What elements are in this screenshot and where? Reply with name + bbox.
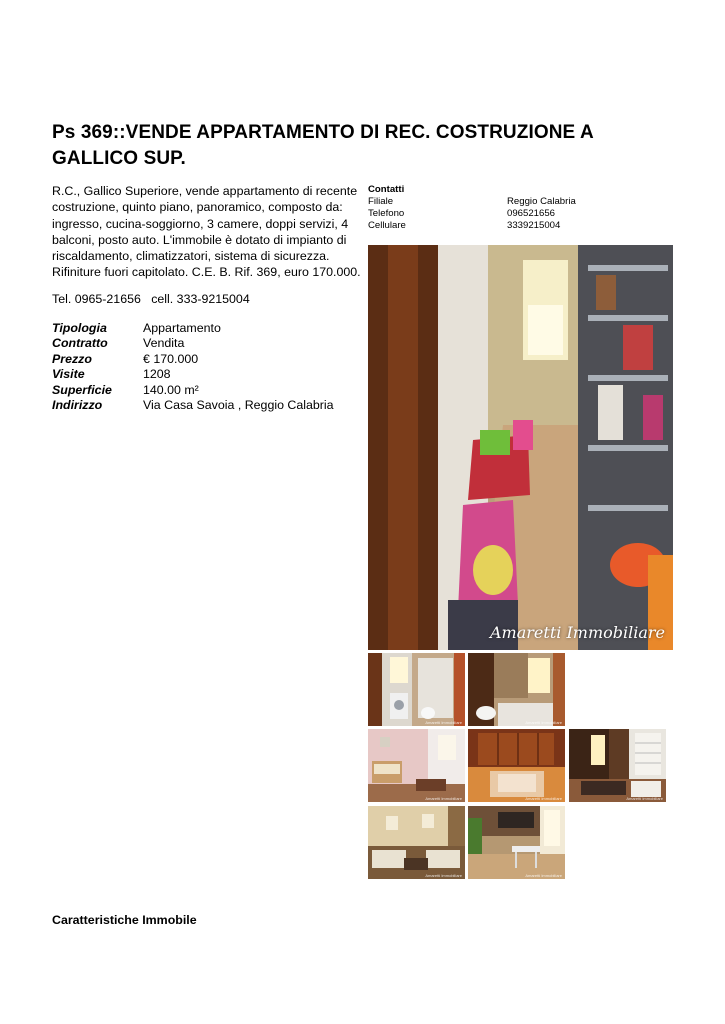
details-table [52, 321, 334, 413]
contact-row-telefono [368, 208, 668, 220]
listing-phones: Tel. 0965-21656 cell. 333-9215004 [52, 292, 250, 306]
contact-row-cellulare [368, 220, 668, 232]
contact-label: Telefono [368, 208, 405, 219]
thumbnail-bedroom[interactable] [368, 729, 465, 802]
master-bedroom-photo-image [468, 729, 565, 802]
thumbnail-watermark: Amaretti Immobiliare [425, 873, 462, 878]
thumbnail-bathroom-1[interactable] [368, 653, 465, 726]
listing-title-line1: Ps 369::VENDE APPARTAMENTO DI REC. COSTRUZIONE A [52, 122, 594, 143]
thumbnail-watermark: Amaretti Immobiliare [525, 873, 562, 878]
contact-row-filiale [368, 196, 668, 208]
thumbnail-watermark: Amaretti Immobiliare [525, 720, 562, 725]
listing-title-line2: GALLICO SUP. [52, 148, 186, 169]
detail-row-visite [52, 367, 334, 382]
thumbnail-watermark: Amaretti Immobiliare [525, 796, 562, 801]
contact-value: 3339215004 [507, 220, 561, 231]
thumbnail-watermark: Amaretti Immobiliare [425, 796, 462, 801]
detail-value: € 170.000 [143, 351, 199, 366]
detail-label: Visite [52, 367, 85, 382]
contacts-box [368, 184, 668, 232]
detail-row-tipologia [52, 321, 334, 336]
detail-row-contratto [52, 336, 334, 351]
contact-value: 096521656 [507, 208, 556, 219]
thumbnail-living-room[interactable] [569, 729, 666, 802]
bedroom-photo-image [368, 729, 465, 802]
contact-label: Cellulare [368, 220, 406, 231]
detail-row-prezzo [52, 352, 334, 367]
detail-value: 140.00 m² [143, 382, 199, 397]
features-heading: Caratteristiche Immobile [52, 913, 197, 927]
detail-row-superficie [52, 383, 334, 398]
bathroom-photo-image [368, 653, 465, 726]
thumbnail-bathroom-2[interactable] [468, 653, 565, 726]
detail-value: Via Casa Savoia , Reggio Calabria [143, 398, 334, 413]
thumbnail-watermark: Amaretti Immobiliare [626, 796, 663, 801]
thumbnail-watermark: Amaretti Immobiliare [425, 720, 462, 725]
thumbnail-master-bedroom[interactable] [468, 729, 565, 802]
detail-value: 1208 [143, 367, 171, 382]
listing-description: R.C., Gallico Superiore, vende appartamento di recente costruzione, quinto piano, panoramico, composto da: ingresso, cucina-soggiorno, 3 camere, doppi servizi, 4 balconi, posto auto. L'immobile è dotato di impianto di riscaldamento, climatizzatori, sistema di sicurezza. Rifiniture fuori capitolato. C.E. B. Rif. 369, euro 170.000. [52, 184, 361, 280]
photo-watermark: Amaretti Immobiliare [490, 623, 665, 642]
thumbnail-kitchen[interactable] [468, 806, 565, 879]
living-room-photo-image [569, 729, 666, 802]
listing-title [52, 120, 652, 172]
detail-value: Vendita [143, 336, 185, 351]
bathroom-photo-image [468, 653, 565, 726]
thumbnail-sitting-room[interactable] [368, 806, 465, 879]
main-photo[interactable] [368, 245, 673, 650]
detail-label: Prezzo [52, 351, 92, 366]
detail-label: Tipologia [52, 321, 107, 335]
kitchen-photo-image [468, 806, 565, 879]
contacts-heading: Contatti [368, 184, 405, 195]
detail-value: Appartamento [143, 321, 221, 335]
contact-label: Filiale [368, 196, 394, 207]
sitting-room-photo-image [368, 806, 465, 879]
detail-label: Indirizzo [52, 398, 103, 413]
detail-label: Superficie [52, 382, 112, 397]
contact-value: Reggio Calabria [507, 196, 576, 207]
hallway-photo-image [368, 245, 673, 650]
detail-row-indirizzo [52, 398, 334, 413]
detail-label: Contratto [52, 336, 108, 351]
